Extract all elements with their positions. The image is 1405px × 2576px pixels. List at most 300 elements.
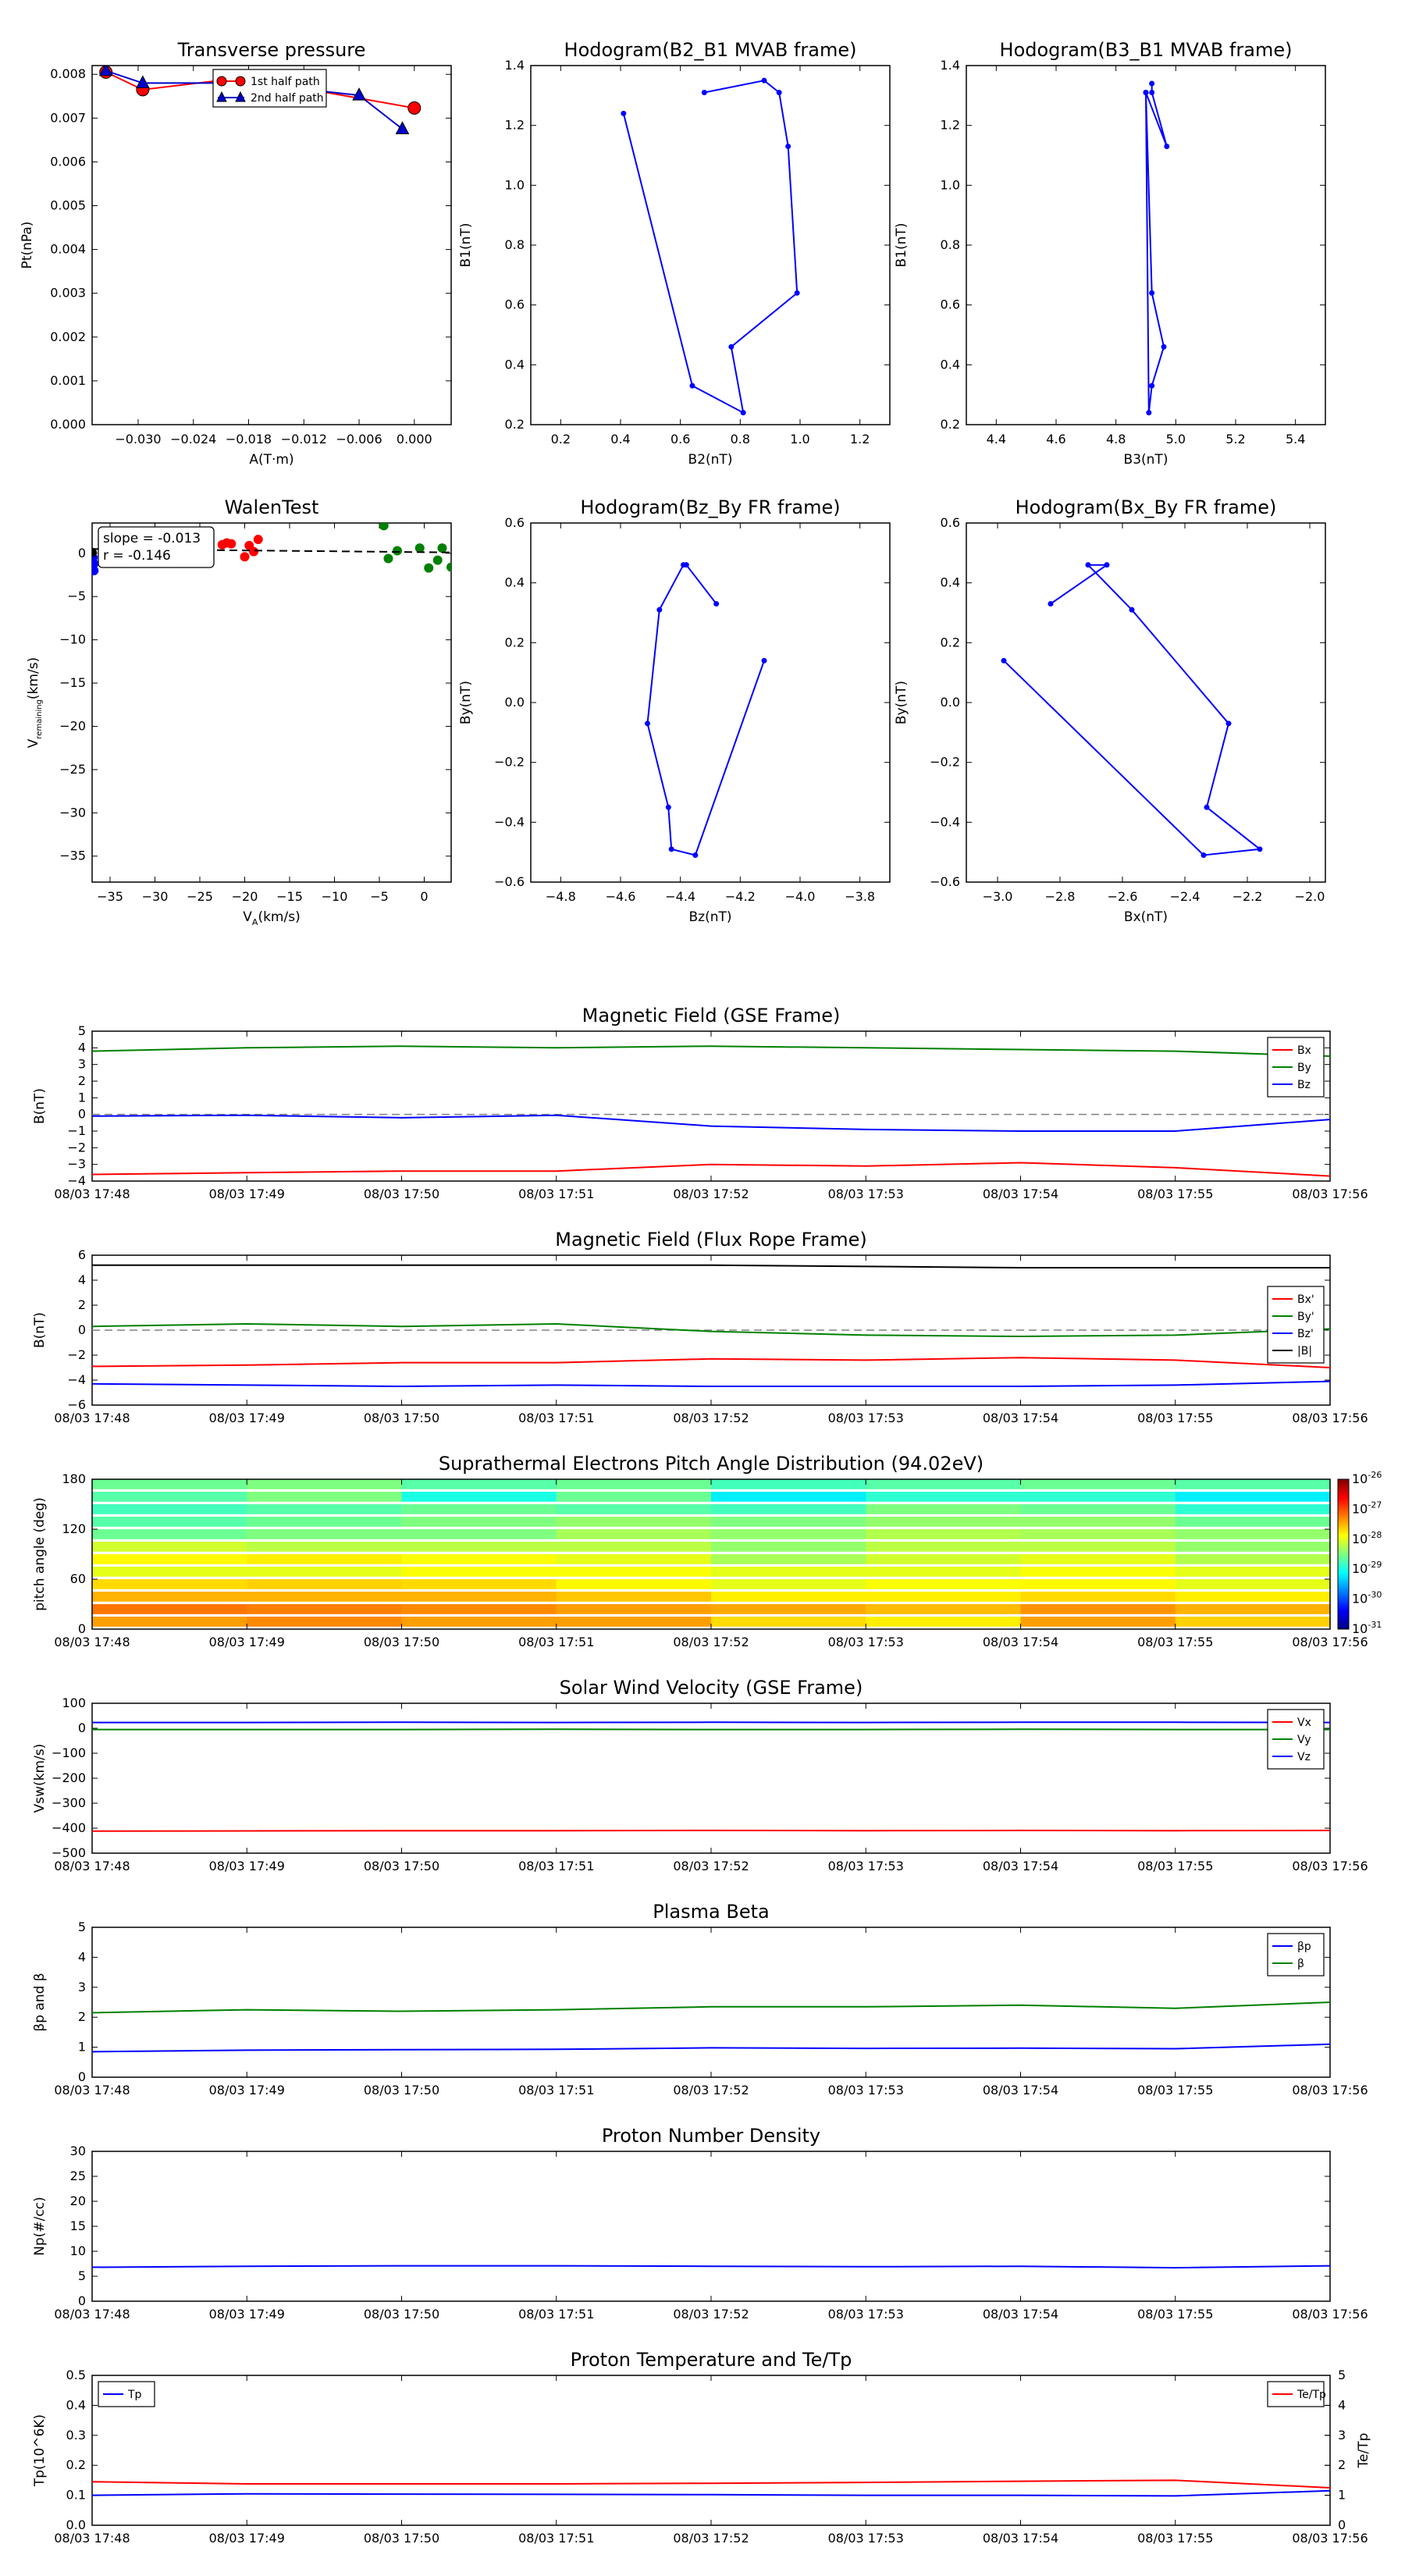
y-tick-label: 0.007 (50, 110, 86, 126)
x-tick-label: 08/03 17:54 (982, 1859, 1059, 1873)
colorbar-label: $10^{-30}$ (1352, 1589, 1382, 1606)
y-tick-label: 0.008 (50, 66, 86, 82)
x-tick-label: 08/03 17:49 (208, 1859, 285, 1873)
x-tick-label: 08/03 17:50 (363, 1859, 440, 1873)
y-axis-label-right: Te/Tp (1356, 2432, 1371, 2468)
heatmap-cell (92, 1617, 247, 1627)
heatmap-cell (92, 1604, 247, 1614)
y-tick-label: 0 (77, 1720, 86, 1735)
x-axis-label: B3(nT) (1123, 452, 1168, 468)
y-tick-label: −0.4 (494, 814, 525, 830)
y-tick-label: −0.6 (930, 874, 960, 889)
heatmap-cell (557, 1592, 712, 1602)
x-tick-label: 08/03 17:50 (363, 2531, 440, 2546)
y-tick-label: 4 (77, 1949, 86, 1965)
heatmap-cell (866, 1592, 1021, 1602)
chart-magnetic-field-gse (32, 1005, 1368, 1201)
y-axis-label: pitch angle (deg) (32, 1497, 48, 1611)
x-tick-label: 08/03 17:55 (1137, 2531, 1214, 2546)
heatmap-cell (92, 1554, 247, 1564)
y-tick-label: 2 (77, 1073, 86, 1088)
heatmap-cell (557, 1567, 712, 1577)
x-tick-label: −0.024 (170, 432, 217, 447)
x-tick-label: −4.2 (724, 889, 756, 904)
heatmap-cell (866, 1504, 1021, 1514)
x-tick-label: 08/03 17:55 (1137, 2307, 1214, 2322)
heatmap-cell (247, 1567, 402, 1577)
legend-label: Vz (1297, 1751, 1311, 1763)
heatmap-cell (711, 1604, 866, 1614)
chart-title: Hodogram(Bz_By FR frame) (580, 496, 841, 518)
y-tick-label: −30 (59, 805, 86, 820)
y-tick-label: −1 (67, 1123, 86, 1138)
data-point (1104, 562, 1110, 568)
y-tick-label: 0.4 (940, 575, 960, 590)
x-tick-label: 08/03 17:55 (1137, 2083, 1214, 2097)
x-tick-label: 08/03 17:56 (1292, 2083, 1368, 2097)
y-tick-label: −25 (59, 761, 86, 777)
heatmap-cell (247, 1579, 402, 1589)
legend (213, 69, 326, 107)
x-tick-label: 08/03 17:48 (54, 2083, 130, 2097)
annotation-text: r = -0.146 (103, 548, 171, 564)
x-tick-label: −2.2 (1232, 889, 1263, 904)
y-tick-label: 180 (62, 1471, 86, 1486)
y-tick-label: 0.1 (66, 2487, 86, 2503)
chart-hodogram-bx-by (894, 496, 1325, 925)
data-point (226, 539, 236, 549)
heatmap-cell (711, 1517, 866, 1527)
y-axis-label: Pt(nPa) (20, 221, 35, 269)
y-tick-label: 1.0 (504, 177, 525, 193)
y-tick-label: 120 (62, 1521, 86, 1536)
y-tick-label: 1.4 (940, 58, 960, 73)
heatmap-cell (1176, 1604, 1331, 1614)
x-tick-label: 08/03 17:56 (1292, 2307, 1368, 2322)
x-tick-label: 08/03 17:55 (1137, 1635, 1214, 1649)
x-tick-label: 08/03 17:49 (208, 1187, 285, 1201)
y-tick-label: 0.4 (504, 357, 525, 372)
x-tick-label: 0.6 (670, 432, 691, 447)
y-tick-label: −0.6 (494, 874, 525, 889)
x-tick-label: 08/03 17:56 (1292, 1635, 1368, 1649)
x-tick-label: −4.8 (545, 889, 576, 904)
chart-title: Solar Wind Velocity (GSE Frame) (559, 1677, 863, 1699)
x-tick-label: 08/03 17:54 (982, 1635, 1059, 1649)
y-tick-label: 0 (77, 545, 86, 560)
x-tick-label: 0.2 (550, 432, 571, 447)
y-tick-label: 0.001 (50, 372, 86, 388)
y-tick-label: 0.4 (940, 357, 960, 372)
x-tick-label: −30 (141, 889, 169, 904)
y-tick-label: 1 (1338, 2487, 1346, 2503)
data-point (446, 563, 456, 572)
heatmap-cell (1021, 1617, 1176, 1627)
x-tick-label: −2.8 (1044, 889, 1076, 904)
series-line (92, 1382, 1330, 1386)
heatmap-cell (1021, 1492, 1176, 1502)
data-point (656, 607, 662, 613)
y-tick-label: −6 (67, 1397, 86, 1412)
heatmap-cell (402, 1554, 557, 1564)
series-line (92, 1115, 1330, 1131)
y-tick-label: 0.5 (66, 2368, 86, 2382)
x-tick-label: 08/03 17:53 (827, 1411, 904, 1425)
y-tick-label: −5 (67, 589, 86, 604)
legend-label: Vx (1297, 1717, 1311, 1729)
heatmap-cell (1021, 1517, 1176, 1527)
y-tick-label: 0.2 (940, 417, 960, 432)
y-tick-label: 0.004 (50, 241, 86, 257)
heatmap-cell (866, 1542, 1021, 1552)
legend-label: Bz' (1297, 1328, 1314, 1340)
x-tick-label: 08/03 17:49 (208, 2083, 285, 2097)
y-tick-label: 25 (69, 2169, 86, 2183)
x-tick-label: −3.8 (845, 889, 876, 904)
legend-label: Bx (1297, 1044, 1311, 1057)
legend-box (1268, 1934, 1324, 1976)
data-point (1161, 344, 1167, 350)
heatmap-cell (711, 1529, 866, 1539)
y-axis-label: Vsw(km/s) (32, 1743, 48, 1813)
legend-label: By (1297, 1062, 1311, 1074)
data-point (396, 122, 408, 133)
y-axis-label: B(nT) (32, 1087, 48, 1125)
x-tick-label: 08/03 17:55 (1137, 1859, 1214, 1873)
chart-title: Magnetic Field (GSE Frame) (582, 1005, 841, 1026)
plot-frame (92, 1031, 1330, 1181)
heatmap-cell (557, 1554, 712, 1564)
y-axis-label: βp and β (32, 1973, 48, 2032)
y-axis-label: Np(#/cc) (32, 2197, 48, 2256)
y-tick-label: 5 (77, 1920, 86, 1934)
x-tick-label: 08/03 17:48 (54, 2531, 130, 2546)
y-tick-label: 0.6 (940, 297, 960, 312)
heatmap-cell (92, 1567, 247, 1577)
legend-label: Bz (1297, 1079, 1311, 1091)
annotation-text: slope = -0.013 (103, 531, 201, 546)
heatmap-cell (711, 1542, 866, 1552)
plot-frame (531, 66, 890, 425)
x-tick-label: 08/03 17:50 (363, 1635, 440, 1649)
plot-frame (92, 2375, 1330, 2525)
x-tick-label: 0 (420, 889, 429, 904)
heatmap-cell (1176, 1579, 1331, 1589)
y-tick-label: 60 (69, 1571, 86, 1586)
legend-label: Te/Tp (1297, 2389, 1326, 2401)
y-tick-label: 0 (77, 2293, 86, 2308)
chart-walen-test (26, 496, 456, 927)
y-tick-label: 0.000 (50, 417, 86, 432)
heatmap-cell (1021, 1529, 1176, 1539)
x-tick-label: −2.6 (1107, 889, 1138, 904)
heatmap-cell (1021, 1567, 1176, 1577)
x-axis-label: B2(nT) (688, 452, 733, 468)
colorbar-label: $10^{-29}$ (1352, 1560, 1382, 1577)
series-line (1146, 84, 1167, 413)
heatmap-cell (1176, 1542, 1331, 1552)
heatmap-cell (557, 1604, 712, 1614)
data-point (762, 658, 767, 664)
series-line (92, 2266, 1330, 2268)
legend-label: |B| (1297, 1345, 1313, 1357)
x-tick-label: 4.6 (1046, 432, 1066, 447)
x-tick-label: −2.0 (1294, 889, 1325, 904)
y-tick-label: 0.003 (50, 285, 86, 301)
y-tick-label: 6 (77, 1247, 86, 1262)
heatmap-cell (247, 1617, 402, 1627)
x-tick-label: 08/03 17:52 (673, 1859, 749, 1873)
chart-title: Hodogram(Bx_By FR frame) (1015, 496, 1277, 518)
legend-label: 1st half path (251, 76, 320, 88)
y-tick-label: 10 (69, 2243, 86, 2258)
y-tick-label: 0.2 (66, 2457, 86, 2473)
x-tick-label: 5.2 (1225, 432, 1246, 447)
data-point (424, 564, 433, 573)
data-point (1257, 846, 1263, 852)
heatmap-cell (92, 1479, 247, 1489)
data-point (249, 547, 258, 557)
heatmap-cell (711, 1579, 866, 1589)
data-point (408, 101, 421, 114)
x-tick-label: −0.006 (336, 432, 382, 447)
chart-pitch-angle-distribution (32, 1453, 1382, 1649)
heatmap-cell (402, 1479, 557, 1489)
heatmap-cell (247, 1479, 402, 1489)
heatmap-cell (92, 1542, 247, 1552)
chart-title: Hodogram(B3_B1 MVAB frame) (999, 39, 1293, 61)
data-point (1149, 90, 1154, 95)
y-tick-label: 0.4 (66, 2397, 86, 2413)
heatmap-cell (402, 1567, 557, 1577)
x-tick-label: −4.6 (605, 889, 636, 904)
data-point (1048, 601, 1054, 607)
chart-transverse-pressure (20, 39, 451, 468)
plot-area (1001, 562, 1263, 858)
heatmap-cell (92, 1517, 247, 1527)
x-tick-label: 08/03 17:56 (1292, 1187, 1368, 1201)
data-point (433, 556, 443, 565)
heatmap-cell (1021, 1479, 1176, 1489)
chart-title: Transverse pressure (177, 39, 366, 61)
heatmap-cell (92, 1592, 247, 1602)
heatmap-cell (247, 1529, 402, 1539)
heatmap-cell (92, 1579, 247, 1589)
series-line (92, 2480, 1330, 2488)
data-point (669, 846, 674, 852)
legend-label: By' (1297, 1311, 1314, 1323)
data-point (1204, 805, 1210, 810)
x-tick-label: 08/03 17:50 (363, 1187, 440, 1201)
data-point (1144, 90, 1149, 95)
series-line (624, 80, 797, 413)
heatmap-cell (402, 1517, 557, 1527)
chart-hodogram-bz-by (458, 496, 890, 925)
chart-solar-wind-velocity (32, 1677, 1368, 1873)
legend-marker (236, 76, 245, 86)
colorbar-label: $10^{-27}$ (1352, 1500, 1382, 1517)
x-tick-label: 08/03 17:53 (827, 2083, 904, 2097)
y-tick-label: 30 (69, 2144, 86, 2158)
y-tick-label: 0.4 (504, 575, 525, 590)
y-tick-label: −0.2 (494, 754, 525, 770)
legend (1268, 1286, 1324, 1363)
y-tick-label: 100 (62, 1695, 86, 1710)
x-tick-label: 08/03 17:52 (673, 2083, 749, 2097)
heatmap-cell (557, 1579, 712, 1589)
heatmap-cell (711, 1567, 866, 1577)
chart-plasma-beta (32, 1901, 1368, 2097)
chart-title: Proton Number Density (601, 2125, 821, 2147)
heatmap-cell (711, 1592, 866, 1602)
x-tick-label: −0.030 (115, 432, 162, 447)
data-point (254, 535, 263, 544)
heatmap-cell (1021, 1554, 1176, 1564)
y-tick-label: 3 (1338, 2427, 1346, 2443)
plot-area (645, 562, 767, 858)
x-tick-label: 08/03 17:54 (982, 1411, 1059, 1425)
y-tick-label: 1.4 (504, 58, 525, 73)
data-point (692, 852, 698, 858)
legend (1268, 1934, 1324, 1976)
x-tick-label: 0.000 (396, 432, 432, 447)
series-line (92, 1046, 1330, 1056)
x-axis-label: Bx(nT) (1123, 909, 1168, 925)
legend-label: β (1297, 1958, 1304, 1970)
y-tick-label: 0.6 (940, 515, 960, 530)
y-tick-label: 0.2 (504, 417, 525, 432)
heatmap-cell (866, 1554, 1021, 1564)
x-tick-label: 1.0 (790, 432, 810, 447)
x-tick-label: −2.4 (1169, 889, 1200, 904)
data-point (621, 111, 626, 116)
heatmap-cell (1176, 1592, 1331, 1602)
legend (1268, 2382, 1326, 2407)
x-tick-label: 08/03 17:54 (982, 1187, 1059, 1201)
data-point (1001, 658, 1007, 664)
x-tick-label: 08/03 17:56 (1292, 1859, 1368, 1873)
x-tick-label: 08/03 17:48 (54, 2307, 130, 2322)
x-tick-label: 08/03 17:51 (518, 2083, 595, 2097)
plot-area (621, 78, 799, 416)
heatmap-cell (402, 1492, 557, 1502)
y-tick-label: 5 (77, 2268, 86, 2283)
heatmap-cell (247, 1592, 402, 1602)
x-tick-label: 08/03 17:54 (982, 2083, 1059, 2097)
data-point (1201, 852, 1207, 858)
colorbar (1338, 1479, 1349, 1629)
chart-hodogram-b2-b1 (458, 39, 890, 468)
heatmap-cell (402, 1529, 557, 1539)
heatmap-cell (402, 1542, 557, 1552)
heatmap-cell (247, 1604, 402, 1614)
chart-magnetic-field-flux-rope (32, 1229, 1368, 1425)
y-axis-label: $V_{remaining}(km/s)$ (26, 656, 44, 749)
data-point (795, 290, 800, 296)
x-tick-label: −20 (231, 889, 258, 904)
series-line (92, 2491, 1330, 2496)
x-tick-label: −4.4 (665, 889, 696, 904)
data-point (684, 562, 689, 568)
heatmap-cell (866, 1579, 1021, 1589)
x-tick-label: 08/03 17:55 (1137, 1411, 1214, 1425)
y-tick-label: 1.2 (940, 117, 960, 133)
heatmap-cell (557, 1617, 712, 1627)
y-tick-label: −100 (52, 1745, 86, 1760)
x-tick-label: 08/03 17:51 (518, 2531, 595, 2546)
heatmap-cell (1176, 1517, 1331, 1527)
data-point (1086, 562, 1091, 568)
y-tick-label: 0.2 (504, 635, 525, 650)
x-tick-label: 08/03 17:56 (1292, 1411, 1368, 1425)
data-point (379, 521, 389, 530)
y-tick-label: 0.6 (504, 515, 525, 530)
y-tick-label: −2 (67, 1347, 86, 1362)
y-tick-label: 0.0 (504, 695, 525, 710)
heatmap-cell (402, 1579, 557, 1589)
x-tick-label: −0.012 (280, 432, 327, 447)
legend-box (1268, 1286, 1324, 1363)
y-axis-label: Tp(10^6K) (32, 2414, 48, 2487)
x-tick-label: 08/03 17:52 (673, 2531, 749, 2546)
heatmap-cell (247, 1554, 402, 1564)
heatmap-cell (92, 1504, 247, 1514)
heatmap-cell (711, 1492, 866, 1502)
x-tick-label: 08/03 17:51 (518, 1859, 595, 1873)
y-tick-label: −200 (52, 1770, 86, 1785)
heatmap-cell (866, 1517, 1021, 1527)
heatmap-cell (247, 1504, 402, 1514)
data-point (1146, 410, 1151, 415)
y-tick-label: 0 (77, 2069, 86, 2084)
heatmap-cell (1176, 1492, 1331, 1502)
x-tick-label: 08/03 17:56 (1292, 2531, 1368, 2546)
x-tick-label: 4.4 (986, 432, 1007, 447)
x-tick-label: 08/03 17:54 (982, 2531, 1059, 2546)
x-tick-label: 08/03 17:54 (982, 2307, 1059, 2322)
heatmap-cell (1176, 1567, 1331, 1577)
heatmap-cell (1021, 1604, 1176, 1614)
y-tick-label: −35 (59, 848, 86, 863)
y-tick-label: −2 (67, 1140, 86, 1155)
heatmap-cell (402, 1617, 557, 1627)
y-tick-label: −4 (67, 1372, 86, 1387)
chart-title: Plasma Beta (653, 1901, 770, 1923)
data-point (690, 383, 695, 389)
x-tick-label: 08/03 17:49 (208, 2307, 285, 2322)
y-tick-label: 0 (77, 1322, 86, 1337)
x-tick-label: 08/03 17:49 (208, 1411, 285, 1425)
y-tick-label: 0 (77, 1621, 86, 1636)
legend-label: βp (1297, 1941, 1311, 1953)
colorbar-label: $10^{-31}$ (1352, 1620, 1382, 1636)
y-tick-label: 0.3 (66, 2427, 86, 2443)
heatmap-cell (1176, 1529, 1331, 1539)
data-point (645, 720, 650, 726)
chart-proton-number-density (32, 2125, 1368, 2322)
x-tick-label: −4.0 (784, 889, 816, 904)
colorbar-label: $10^{-28}$ (1352, 1529, 1382, 1546)
x-tick-label: −35 (97, 889, 123, 904)
x-tick-label: 08/03 17:49 (208, 1635, 285, 1649)
y-tick-label: 0 (1338, 2517, 1346, 2532)
plot-frame (92, 66, 451, 425)
y-tick-label: 5 (1338, 2368, 1346, 2382)
x-tick-label: 08/03 17:48 (54, 1187, 130, 1201)
x-tick-label: 5.0 (1165, 432, 1186, 447)
data-point (777, 90, 782, 95)
y-tick-label: 2 (1338, 2457, 1346, 2473)
